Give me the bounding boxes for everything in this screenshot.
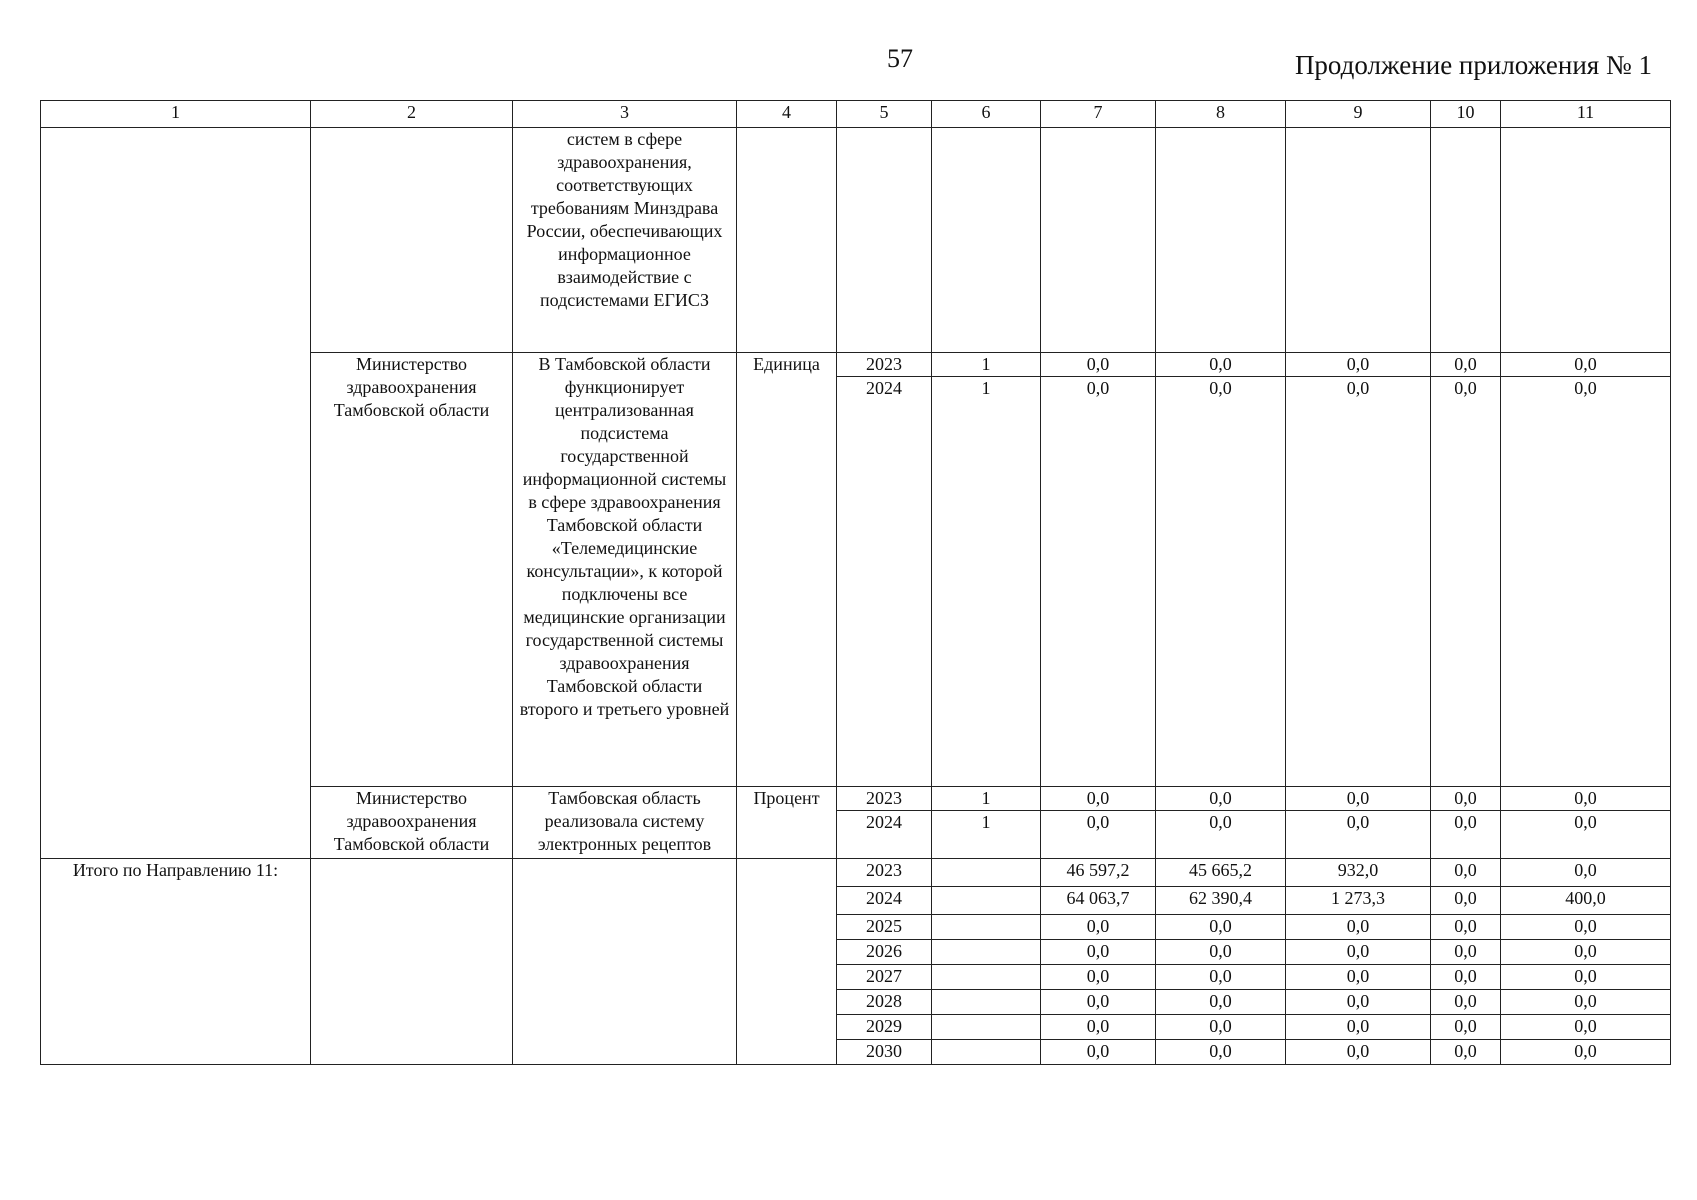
empty-cell bbox=[837, 400, 932, 787]
year-cell: 2024 bbox=[837, 377, 932, 401]
amount-cell: 0,0 bbox=[1156, 1039, 1286, 1064]
amount-cell: 0,0 bbox=[1501, 858, 1671, 886]
amount-cell: 0,0 bbox=[1431, 787, 1501, 811]
amount-cell: 0,0 bbox=[1431, 1014, 1501, 1039]
empty-cell bbox=[1431, 128, 1501, 353]
empty-cell bbox=[737, 128, 837, 353]
value-cell: 1 bbox=[932, 811, 1041, 835]
empty-cell bbox=[1156, 834, 1286, 858]
column-number: 7 bbox=[1041, 101, 1156, 128]
empty-cell bbox=[932, 834, 1041, 858]
column-number: 3 bbox=[513, 101, 737, 128]
empty-cell bbox=[1286, 400, 1431, 787]
year-cell: 2025 bbox=[837, 914, 932, 939]
amount-cell: 0,0 bbox=[1431, 914, 1501, 939]
executor-cell: Министерство здравоохранения Тамбовской области bbox=[311, 353, 513, 787]
year-cell: 2024 bbox=[837, 886, 932, 914]
empty-cell bbox=[737, 858, 837, 1064]
empty-cell bbox=[837, 834, 932, 858]
amount-cell: 0,0 bbox=[1286, 353, 1431, 377]
column-number: 6 bbox=[932, 101, 1041, 128]
amount-cell: 0,0 bbox=[1431, 1039, 1501, 1064]
amount-cell: 932,0 bbox=[1286, 858, 1431, 886]
amount-cell: 0,0 bbox=[1041, 964, 1156, 989]
amount-cell: 0,0 bbox=[1156, 989, 1286, 1014]
year-cell: 2030 bbox=[837, 1039, 932, 1064]
amount-cell: 0,0 bbox=[1501, 1014, 1671, 1039]
amount-cell: 0,0 bbox=[1431, 939, 1501, 964]
column-number: 5 bbox=[837, 101, 932, 128]
amount-cell: 0,0 bbox=[1041, 914, 1156, 939]
amount-cell: 0,0 bbox=[1501, 964, 1671, 989]
amount-cell: 0,0 bbox=[1431, 964, 1501, 989]
amount-cell: 0,0 bbox=[1431, 377, 1501, 401]
empty-cell bbox=[932, 1039, 1041, 1064]
empty-cell bbox=[932, 1014, 1041, 1039]
empty-cell bbox=[1041, 834, 1156, 858]
amount-cell: 0,0 bbox=[1156, 964, 1286, 989]
empty-cell bbox=[932, 858, 1041, 886]
amount-cell: 0,0 bbox=[1041, 787, 1156, 811]
amount-cell: 0,0 bbox=[1286, 1014, 1431, 1039]
column-number: 10 bbox=[1431, 101, 1501, 128]
amount-cell: 62 390,4 bbox=[1156, 886, 1286, 914]
amount-cell: 0,0 bbox=[1431, 353, 1501, 377]
indicator-description: В Тамбовской области функционирует централизованная подсистема государственной информационной системы в сфере здравоохранения Тамбовской области «Телемедицинские консультации», к которой подключены все медицинские организации государственной системы здравоохранения Тамбовской области второго и третьего уровней bbox=[513, 353, 737, 787]
amount-cell: 0,0 bbox=[1501, 787, 1671, 811]
year-cell: 2026 bbox=[837, 939, 932, 964]
empty-cell bbox=[1041, 400, 1156, 787]
indicator-description: систем в сфере здравоохранения, соответствующих требованиям Минздрава России, обеспечивающих информационное взаимодействие с подсистемами ЕГИСЗ bbox=[513, 128, 737, 353]
empty-cell bbox=[513, 858, 737, 1064]
unit-cell: Единица bbox=[737, 353, 837, 787]
amount-cell: 0,0 bbox=[1286, 787, 1431, 811]
total-row bbox=[41, 858, 1671, 886]
amount-cell: 0,0 bbox=[1501, 353, 1671, 377]
amount-cell: 0,0 bbox=[1286, 377, 1431, 401]
amount-cell: 0,0 bbox=[1156, 914, 1286, 939]
amount-cell: 0,0 bbox=[1041, 811, 1156, 835]
appendix-table bbox=[40, 100, 1671, 1065]
amount-cell: 0,0 bbox=[1286, 914, 1431, 939]
empty-cell bbox=[311, 128, 513, 353]
year-cell: 2023 bbox=[837, 353, 932, 377]
continuation-title: Продолжение приложения № 1 bbox=[1294, 50, 1652, 80]
column-number: 8 bbox=[1156, 101, 1286, 128]
empty-cell bbox=[932, 128, 1041, 353]
year-cell: 2024 bbox=[837, 811, 932, 835]
empty-cell bbox=[1156, 400, 1286, 787]
year-cell: 2027 bbox=[837, 964, 932, 989]
year-cell: 2028 bbox=[837, 989, 932, 1014]
amount-cell: 0,0 bbox=[1156, 353, 1286, 377]
empty-cell bbox=[1501, 128, 1671, 353]
amount-cell: 0,0 bbox=[1501, 914, 1671, 939]
amount-cell: 1 273,3 bbox=[1286, 886, 1431, 914]
amount-cell: 0,0 bbox=[1286, 811, 1431, 835]
empty-cell bbox=[41, 128, 311, 859]
executor-cell: Министерство здравоохранения Тамбовской области bbox=[311, 787, 513, 859]
amount-cell: 0,0 bbox=[1286, 989, 1431, 1014]
value-cell: 1 bbox=[932, 377, 1041, 401]
amount-cell: 0,0 bbox=[1286, 964, 1431, 989]
amount-cell: 0,0 bbox=[1041, 989, 1156, 1014]
empty-cell bbox=[932, 886, 1041, 914]
amount-cell: 46 597,2 bbox=[1041, 858, 1156, 886]
empty-cell bbox=[1431, 834, 1501, 858]
empty-cell bbox=[1156, 128, 1286, 353]
amount-cell: 0,0 bbox=[1156, 377, 1286, 401]
amount-cell: 0,0 bbox=[1041, 1014, 1156, 1039]
year-cell: 2023 bbox=[837, 787, 932, 811]
empty-cell bbox=[932, 989, 1041, 1014]
empty-cell bbox=[1041, 128, 1156, 353]
empty-cell bbox=[1431, 400, 1501, 787]
empty-cell bbox=[1501, 400, 1671, 787]
amount-cell: 0,0 bbox=[1431, 811, 1501, 835]
amount-cell: 400,0 bbox=[1501, 886, 1671, 914]
amount-cell: 0,0 bbox=[1286, 939, 1431, 964]
amount-cell: 0,0 bbox=[1156, 939, 1286, 964]
amount-cell: 0,0 bbox=[1156, 787, 1286, 811]
year-cell: 2023 bbox=[837, 858, 932, 886]
amount-cell: 0,0 bbox=[1041, 377, 1156, 401]
empty-cell bbox=[311, 858, 513, 1064]
column-number: 9 bbox=[1286, 101, 1431, 128]
empty-cell bbox=[1286, 834, 1431, 858]
empty-cell bbox=[1286, 128, 1431, 353]
empty-cell bbox=[837, 128, 932, 353]
amount-cell: 45 665,2 bbox=[1156, 858, 1286, 886]
amount-cell: 0,0 bbox=[1041, 353, 1156, 377]
empty-cell bbox=[932, 939, 1041, 964]
amount-cell: 0,0 bbox=[1501, 989, 1671, 1014]
amount-cell: 0,0 bbox=[1501, 1039, 1671, 1064]
column-number: 4 bbox=[737, 101, 837, 128]
column-number-row bbox=[41, 101, 1671, 128]
amount-cell: 0,0 bbox=[1431, 886, 1501, 914]
total-label: Итого по Направлению 11: bbox=[41, 858, 311, 1064]
amount-cell: 0,0 bbox=[1501, 377, 1671, 401]
indicator-description: Тамбовская область реализовала систему электронных рецептов bbox=[513, 787, 737, 859]
amount-cell: 0,0 bbox=[1501, 939, 1671, 964]
value-cell: 1 bbox=[932, 353, 1041, 377]
continued-row bbox=[41, 128, 1671, 353]
amount-cell: 0,0 bbox=[1431, 858, 1501, 886]
value-cell: 1 bbox=[932, 787, 1041, 811]
unit-cell: Процент bbox=[737, 787, 837, 859]
amount-cell: 0,0 bbox=[1286, 1039, 1431, 1064]
column-number: 2 bbox=[311, 101, 513, 128]
column-number: 1 bbox=[41, 101, 311, 128]
empty-cell bbox=[932, 964, 1041, 989]
amount-cell: 0,0 bbox=[1501, 811, 1671, 835]
amount-cell: 0,0 bbox=[1156, 811, 1286, 835]
amount-cell: 0,0 bbox=[1156, 1014, 1286, 1039]
column-number: 11 bbox=[1501, 101, 1671, 128]
empty-cell bbox=[1501, 834, 1671, 858]
amount-cell: 0,0 bbox=[1041, 1039, 1156, 1064]
empty-cell bbox=[932, 914, 1041, 939]
year-cell: 2029 bbox=[837, 1014, 932, 1039]
amount-cell: 0,0 bbox=[1041, 939, 1156, 964]
amount-cell: 0,0 bbox=[1431, 989, 1501, 1014]
amount-cell: 64 063,7 bbox=[1041, 886, 1156, 914]
page-number: 57 bbox=[887, 44, 913, 73]
empty-cell bbox=[932, 400, 1041, 787]
